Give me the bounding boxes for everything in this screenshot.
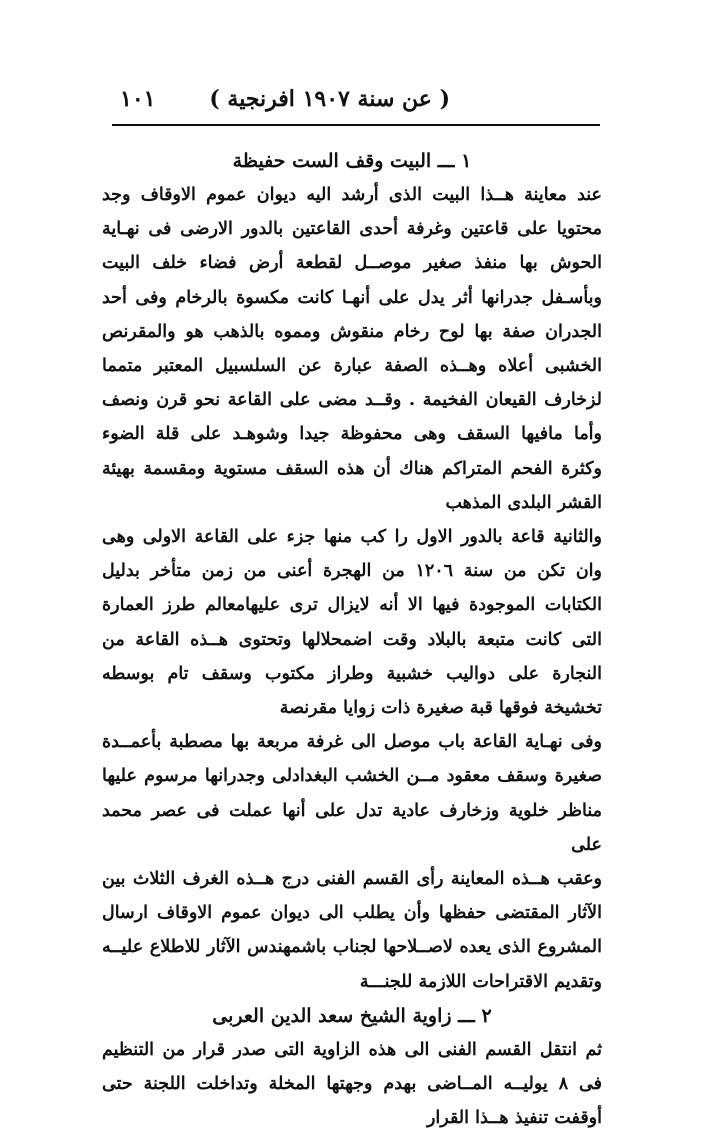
page-number: ١٠١: [120, 86, 156, 112]
section-1-heading: ١ ـــ البيت وقف الست حفيظة: [232, 150, 472, 172]
section-1-paragraph-1: عند معاينة هــذا البيت الذى أرشد اليه ديوان عموم الاوقاف وجد محتويا على قاعتين وغرفة أحدى القاعتين بالدور الارضى فى نهـاية الحوش بها منفذ صغير موصــل لقطعة أرض فضاء خلف البيت وبأسـفل جدرانها أثر يدل على أنهـا كانت مكسوة بالرخام وفى أحد الجدران صفة بها لوح رخام منقوش ومموه بالذهب هو والمقرنص الخشبى أعلاه وهــذه الصفة عبارة عن السلسبيل المعتبر متمما لزخارف القيعان الفخيمة . وقــد مضى على القاعة نحو قرن ونصف وأما مافيها السقف وهى محفوظة جيدا وشوهـد على قلة الضوء وكثرة الفحم المتراكم هناك أن هذه السقف مستوية ومقسمة بهيئة القشر البلدى المذهب: [102, 185, 602, 513]
page-header: [112, 86, 600, 120]
section-1-paragraph-2: والثانية قاعة بالدور الاول را كب منها جزء على القاعة الاولى وهى وان تكن من سنة ١٢٠٦ من الهجرة أعنى من زمن متأخر بدليل الكتابات الموجودة فيها الا أنه لايزال ترى عليهامعالم طرز العمارة التى كانت متبعة بالبلاد وقت اضمحلالها وتحتوى هــذه القاعة من النجارة على دواليب خشبية وطراز مكتوب وسقف تام بوسطه تخشيخة فوقها قبة صغيرة ذات زوايا مقرنصة: [102, 527, 602, 719]
section-2-heading: ٢ ـــ زاوية الشيخ سعد الدين العربى: [212, 1004, 492, 1027]
section-2-paragraph-1: ثم انتقل القسم الفنى الى هذه الزاوية التى صدر قرار من التنظيم فى ٨ يوليــه المــاضى بهدم وجهتها المخلة وتداخلت اللجنة حتى أوقفت تنفيذ هــذا القرار: [102, 1039, 602, 1129]
running-title: ( عن سنة ١٩٠٧ افرنجية ): [209, 86, 450, 112]
header-rule: [112, 124, 600, 126]
section-1-paragraph-4: وعقب هــذه المعاينة رأى القسم الفنى درج هــذه الغرف الثلاث بين الآثار المقتضى حفظها وأن يطلب الى ديوان عموم الاوقاف ارسال المشروع الذى يعده لاصــلاحها لجناب باشمهندس الآثار للاطلاع عليــه وتقديم الاقتراحات اللازمة للجنـــة: [102, 869, 602, 992]
main-text: [102, 144, 602, 1135]
section-1-paragraph-3: وفى نهـاية القاعة باب موصل الى غرفة مربعة بها مصطبة بأعمــدة صغيرة وسقف معقود مــن الخشب البغدادلى وجدرانها مرسوم عليها مناظر خلوية وزخارف عادية تدل على أنها عملت فى عصر محمد على: [102, 732, 602, 855]
